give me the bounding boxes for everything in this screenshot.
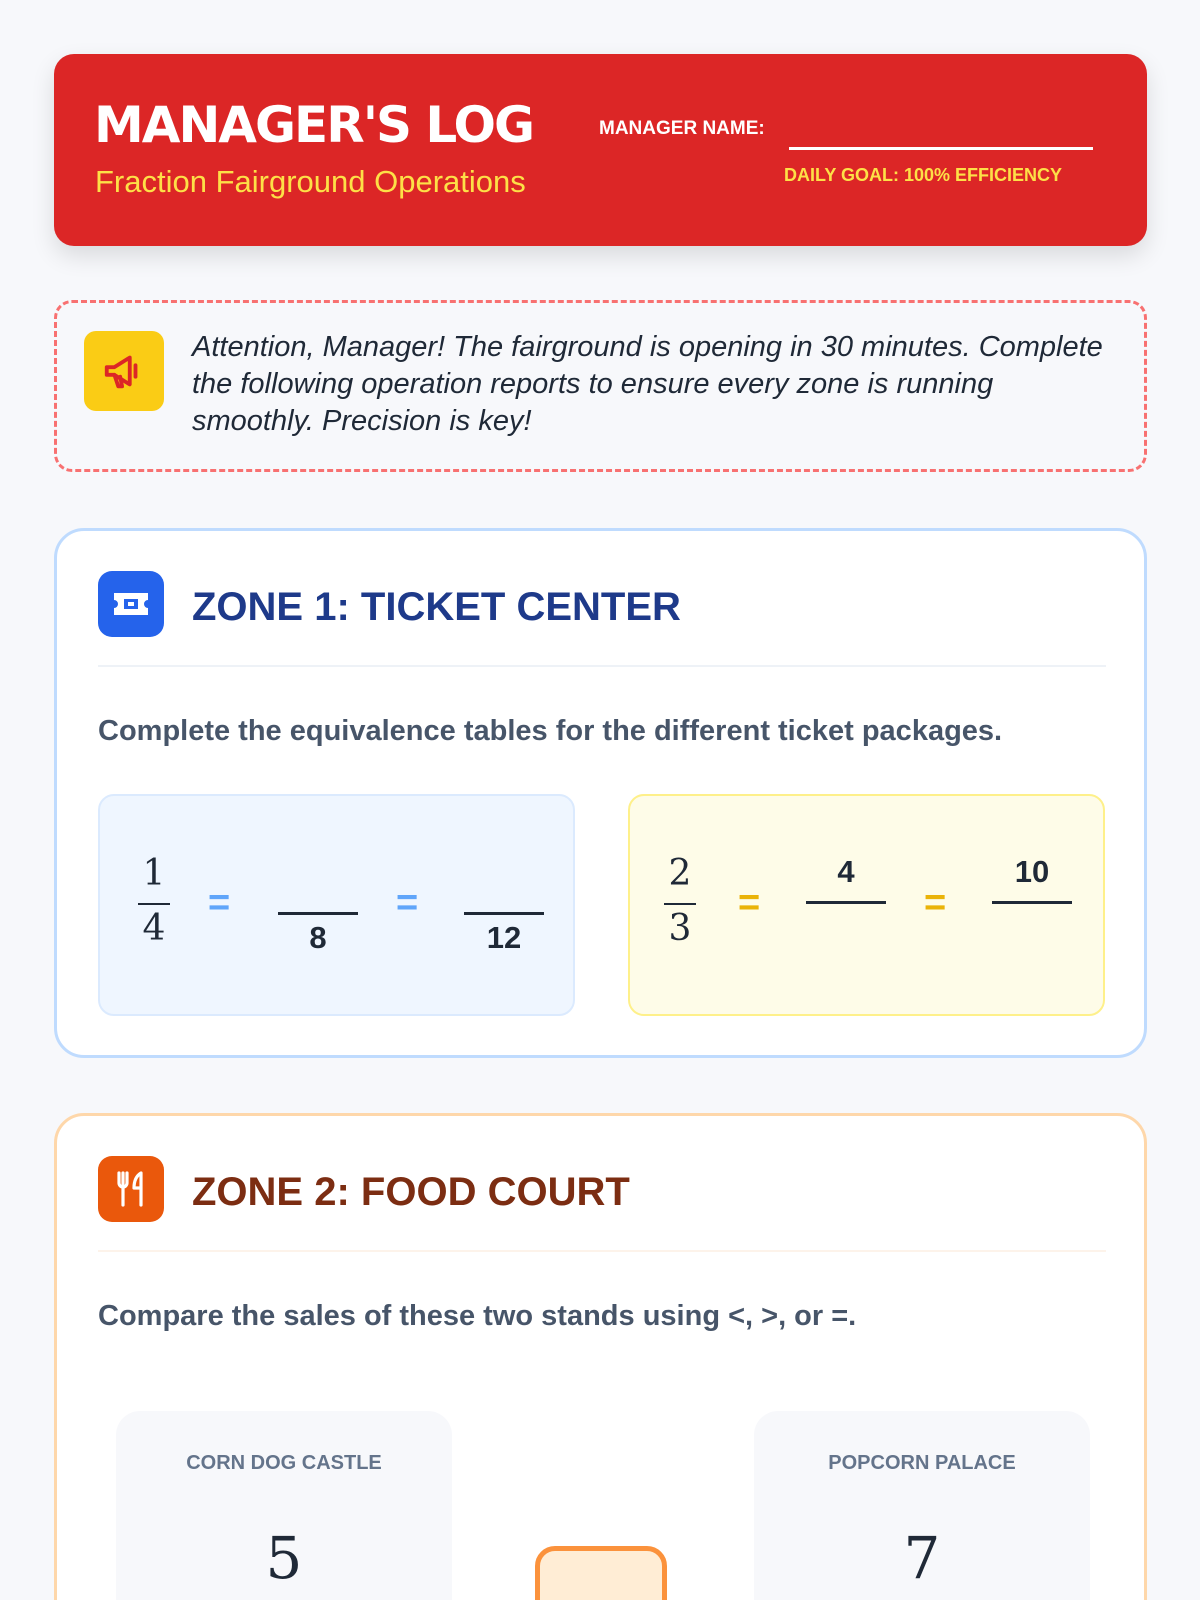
divider — [98, 665, 1106, 667]
fraction-bar — [664, 903, 696, 905]
page-subtitle: Fraction Fairground Operations — [95, 164, 526, 199]
denominator: 12 — [486, 920, 522, 955]
zone-title: ZONE 2: FOOD COURT — [192, 1170, 630, 1214]
numerator: 4 — [837, 854, 855, 889]
stand-name: CORN DOG CASTLE — [186, 1452, 382, 1474]
notice-box — [54, 300, 1147, 472]
zone-instruction: Complete the equivalence tables for the different ticket packages. — [98, 715, 1003, 747]
stand-name: POPCORN PALACE — [828, 1452, 1016, 1474]
ticket-icon — [98, 571, 164, 637]
divider — [98, 1250, 1106, 1252]
notice-text: Attention, Manager! The fairground is opening in 30 minutes. Complete the following operation reports to ensure every zone is running smoothly. Precision is key! — [192, 331, 1103, 437]
equivalence-table — [98, 794, 575, 1016]
answer-blank[interactable] — [464, 912, 544, 915]
numerator: 10 — [1014, 854, 1050, 889]
equals-sign: = — [924, 882, 947, 924]
zone-instruction: Compare the sales of these two stands using <, >, or =. — [98, 1300, 857, 1332]
equals-sign: = — [208, 882, 231, 924]
answer-blank[interactable] — [278, 912, 358, 915]
denominator: 8 — [309, 920, 327, 955]
page-title: MANAGER'S LOG — [94, 96, 534, 154]
zone-food-court — [54, 1113, 1147, 1600]
megaphone-icon — [84, 331, 164, 411]
zone-title: ZONE 1: TICKET CENTER — [192, 585, 681, 629]
stand-card-corn-dog-castle — [116, 1411, 452, 1600]
header-banner — [54, 54, 1147, 246]
equivalence-table — [628, 794, 1105, 1016]
denominator: 3 — [668, 908, 692, 949]
stand-value: 5 — [265, 1524, 303, 1592]
manager-name-label: MANAGER NAME: — [599, 118, 765, 139]
zone-ticket-center — [54, 528, 1147, 1058]
manager-name-field[interactable] — [789, 147, 1093, 150]
numerator: 2 — [668, 853, 692, 894]
daily-goal: DAILY GOAL: 100% EFFICIENCY — [784, 165, 1063, 185]
stand-card-popcorn-palace — [754, 1411, 1090, 1600]
denominator: 4 — [142, 908, 166, 949]
equals-sign: = — [396, 882, 419, 924]
answer-blank[interactable] — [806, 901, 886, 904]
comparison-answer-box[interactable] — [535, 1546, 667, 1600]
stand-value: 7 — [903, 1524, 941, 1592]
equals-sign: = — [738, 882, 761, 924]
numerator: 1 — [142, 853, 166, 894]
fraction-bar — [138, 903, 170, 905]
utensils-icon — [98, 1156, 164, 1222]
answer-blank[interactable] — [992, 901, 1072, 904]
